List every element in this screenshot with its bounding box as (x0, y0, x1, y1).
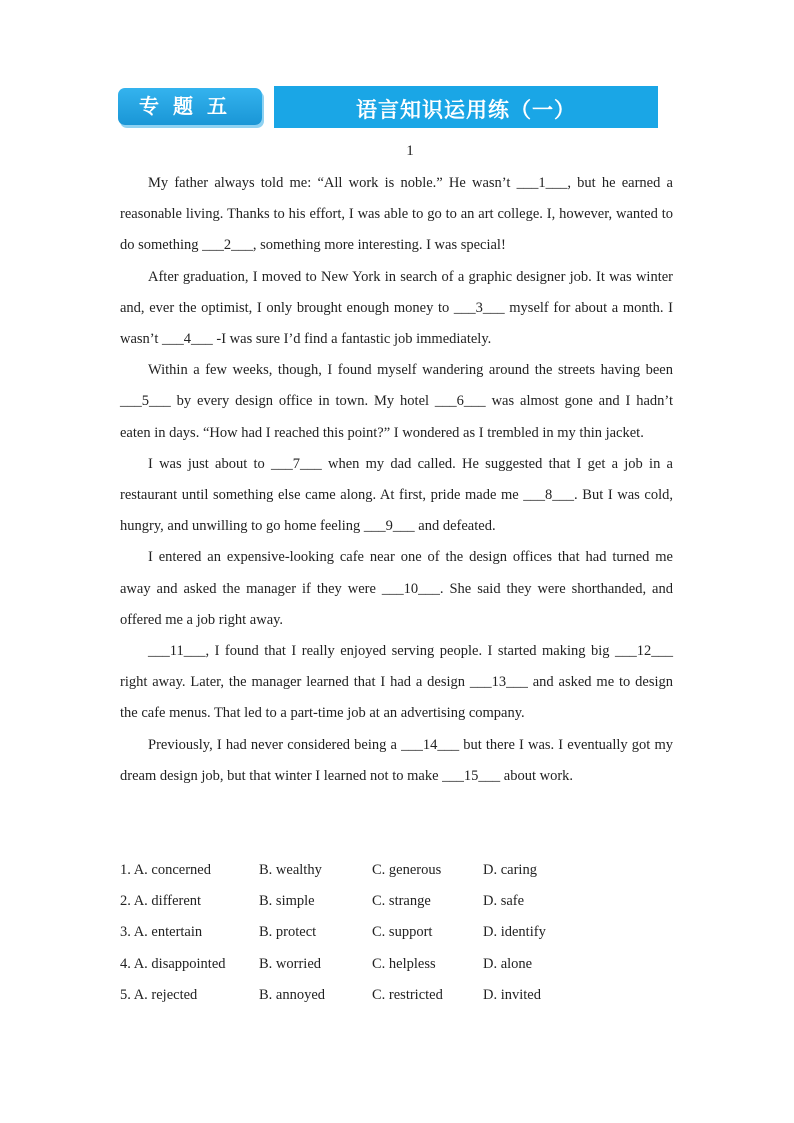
option-a: 4. A. disappointed (120, 955, 226, 972)
answer-options (120, 855, 680, 1011)
question-options (120, 917, 680, 948)
option-c: C. restricted (372, 986, 443, 1003)
paragraph: After graduation, I moved to New York in search of a graphic designer job. It was winter and, ever the optimist, I only brought enough money to ___3___ myself for about a month. I wasn’t ___4___ -I was sure I’d find a fantastic job immediately. (120, 268, 673, 348)
option-c: C. support (372, 924, 433, 941)
option-b: B. worried (259, 955, 322, 972)
option-b: B. simple (259, 893, 315, 910)
question-options (120, 949, 680, 980)
option-c: C. generous (372, 862, 442, 878)
topic-tag: 专题五 (118, 88, 262, 125)
option-d: D. alone (483, 955, 533, 972)
option-a: 2. A. different (120, 893, 202, 910)
option-c: C. helpless (372, 955, 436, 972)
paragraph: I was just about to ___7___ when my dad called. He suggested that I get a job in a restaurant until something else came along. At first, pride made me ___8___. But I was cold, hungry, and unwilling to go home feeling ___9___ and defeated. (120, 455, 673, 535)
option-a: 5. A. rejected (120, 986, 198, 1003)
option-b: B. protect (259, 924, 317, 941)
paragraph: Previously, I had never considered being a ___14___ but there I was. I eventually got my dream design job, but that winter I learned not to make ___15___ about work. (120, 736, 673, 784)
reading-passage (120, 168, 673, 792)
option-d: D. safe (483, 893, 525, 910)
question-options (120, 855, 680, 886)
option-d: D. identify (483, 924, 546, 941)
paragraph: I entered an expensive-looking cafe near one of the design offices that had turned me away and asked the manager if they were ___10___. She said they were shorthanded, and offered me a job right away. (120, 549, 673, 628)
option-c: C. strange (372, 893, 431, 910)
section-title: 语言知识运用练（一） (274, 86, 658, 128)
paragraph: ___11___, I found that I really enjoyed serving people. I started making big ___12___ right away. Later, the manager learned that I had a design ___13___ and asked me to design the cafe menus. That led to a part-time job at an advertising company. (120, 643, 673, 722)
option-a: 1. A. concerned (120, 862, 211, 878)
option-b: B. wealthy (259, 862, 322, 878)
option-a: 3. A. entertain (120, 924, 203, 941)
page-number: 1 (406, 143, 414, 159)
section-header (0, 86, 794, 132)
paragraph: Within a few weeks, though, I found myself wandering around the streets having been ___5___ by every design office in town. My hotel ___6___ was almost gone and I hadn’t eaten in days. “How had I reached this point?” I wondered as I trembled in my thin jacket. (120, 362, 673, 441)
question-options (120, 886, 680, 917)
question-options (120, 980, 680, 1011)
option-d: D. caring (483, 862, 537, 878)
option-d: D. invited (483, 986, 541, 1003)
paragraph: My father always told me: “All work is noble.” He wasn’t ___1___, but he earned a reasonable living. Thanks to his effort, I was able to go to an art college. I, however, wanted to do something ___2___, something more interesting. I was special! (120, 175, 673, 254)
option-b: B. annoyed (259, 986, 326, 1003)
